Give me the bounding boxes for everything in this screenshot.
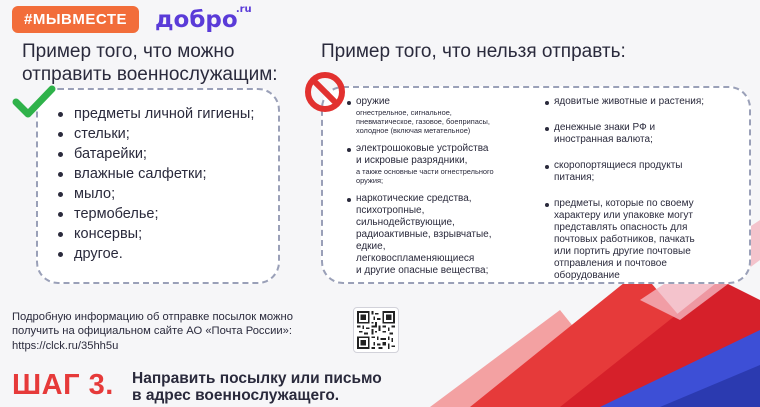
- list-item: предметы личной гигиены;: [58, 104, 254, 124]
- hashtag-badge: #МЫВМЕСТЕ: [12, 6, 139, 33]
- header: [12, 3, 252, 33]
- list-item: оружие огнестрельное, сигнальное, пневматическое, газовое, боеприпасы, холодное (включая метательное): [347, 96, 537, 135]
- allowed-title: Пример того, что можно отправить военнослужащим:: [22, 41, 278, 85]
- qr-code-icon[interactable]: [353, 307, 399, 353]
- info-text: Подробную информацию об отправке посылок можно получить на официальном сайте АО «Почта России»:: [12, 311, 293, 337]
- list-item: предметы, которые по своему характеру или упаковке могут представлять опасность для почтовых работников, пачкать или портить другие почтовые отправления и почтовое оборудование: [545, 198, 745, 282]
- logo-text: добро: [154, 6, 238, 33]
- list-item: батарейки;: [58, 144, 254, 164]
- step-label: ШАГ 3.: [12, 369, 114, 401]
- list-item: наркотические средства, психотропные, сильнодействующие, радиоактивные, взрывчатые, едкие, легковоспламеняющиеся и другие опасные вещества;: [347, 193, 537, 277]
- forbidden-icon: [303, 70, 347, 114]
- allowed-list: [58, 104, 254, 264]
- list-item: стельки;: [58, 124, 254, 144]
- list-item: электрошоковые устройства и искровые разрядники, а также основные части огнестрельного оружия;: [347, 143, 537, 185]
- forbidden-title: Пример того, что нельзя отправть:: [321, 41, 626, 62]
- dobro-logo: [154, 3, 252, 33]
- list-item: консервы;: [58, 224, 254, 244]
- logo-suffix: .ru: [235, 3, 252, 15]
- list-item: мыло;: [58, 184, 254, 204]
- check-icon: [12, 84, 56, 120]
- list-item: ядовитые животные и растения;: [545, 96, 745, 108]
- step-text: Направить посылку или письмо в адрес военнослужащего.: [132, 370, 382, 404]
- list-item: денежные знаки РФ и иностранная валюта;: [545, 122, 745, 146]
- list-item: другое.: [58, 244, 254, 264]
- forbidden-list-left: [347, 96, 537, 285]
- list-item: термобелье;: [58, 204, 254, 224]
- list-item: влажные салфетки;: [58, 164, 254, 184]
- pochta-link[interactable]: https://clck.ru/35hh5u: [12, 340, 119, 352]
- forbidden-list-right: [545, 96, 745, 290]
- list-item: скоропортящиеся продукты питания;: [545, 160, 745, 184]
